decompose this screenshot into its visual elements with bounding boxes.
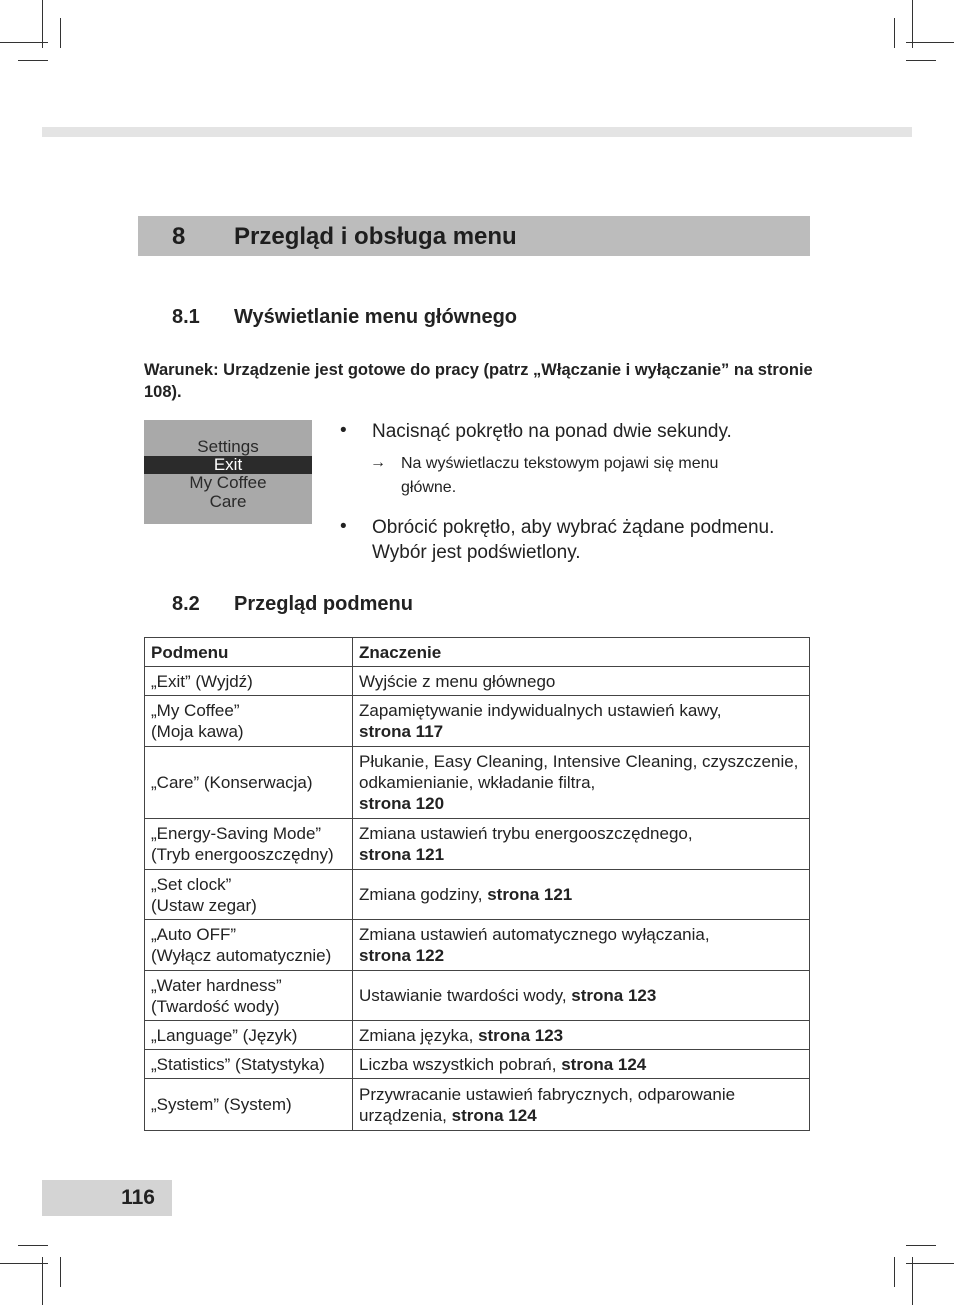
- crop-mark: [0, 42, 48, 43]
- crop-mark: [42, 0, 43, 48]
- meaning-cell: [353, 696, 810, 747]
- submenu-name: „Auto OFF”: [151, 925, 237, 944]
- meaning-cell: [353, 1050, 810, 1079]
- condition-text: Warunek: Urządzenie jest gotowe do pracy (patrz „Włączanie i wyłączanie” na stronie 108).: [144, 361, 813, 401]
- crop-mark: [60, 1257, 61, 1287]
- submenu-cell: [145, 920, 353, 971]
- page-reference: strona 121: [359, 845, 445, 864]
- submenu-cell: [145, 1021, 353, 1050]
- column-header: Podmenu: [145, 638, 353, 667]
- table-row: [145, 747, 810, 819]
- submenu-cell: [145, 870, 353, 920]
- crop-mark: [0, 1263, 48, 1264]
- submenu-translation: (Twardość wody): [151, 996, 280, 1016]
- page-reference: strona 124: [561, 1054, 647, 1074]
- meaning-text: Wyjście z menu głównego: [359, 671, 556, 691]
- display-item-selected: Exit: [144, 456, 312, 474]
- crop-mark: [42, 1257, 43, 1305]
- meaning-cell: [353, 870, 810, 920]
- submenu-table: [144, 637, 810, 1131]
- table-row: [145, 920, 810, 971]
- submenu-name: „Water hardness”: [151, 975, 282, 995]
- submenu-name: „System” (System): [151, 1095, 292, 1114]
- submenu-cell: [145, 1079, 353, 1131]
- submenu-translation: (Ustaw zegar): [151, 895, 257, 915]
- page-reference: strona 123: [571, 986, 657, 1005]
- page-reference: strona 122: [359, 946, 445, 965]
- crop-mark: [18, 1245, 48, 1246]
- meaning-text: Liczba wszystkich pobrań,: [359, 1054, 557, 1074]
- meaning-text: Przywracanie ustawień fabrycznych, odparowanie urządzenia,: [359, 1084, 736, 1125]
- page-number: 116: [121, 1186, 155, 1209]
- crop-mark: [906, 42, 954, 43]
- chapter-number: 8: [172, 223, 186, 250]
- submenu-cell: [145, 667, 353, 696]
- table-row: [145, 1050, 810, 1079]
- step-text: Obrócić pokrętło, aby wybrać żądane podmenu. Wybór jest podświetlony.: [372, 517, 775, 563]
- crop-mark: [894, 18, 895, 48]
- table-row: [145, 1021, 810, 1050]
- crop-mark: [912, 0, 913, 48]
- meaning-cell: [353, 819, 810, 870]
- crop-mark: [894, 1257, 895, 1287]
- submenu-translation: (Tryb energooszczędny): [151, 845, 334, 864]
- submenu-cell: [145, 971, 353, 1021]
- submenu-translation: (Wyłącz automatycznie): [151, 946, 332, 965]
- display-item: My Coffee: [189, 473, 267, 492]
- meaning-text: Zmiana ustawień trybu energooszczędnego,: [359, 824, 693, 843]
- meaning-text: Zmiana godziny,: [359, 885, 483, 904]
- submenu-name: „Statistics” (Statystyka): [151, 1054, 325, 1074]
- submenu-translation: (Moja kawa): [151, 722, 244, 741]
- column-header: Znaczenie: [353, 638, 810, 667]
- crop-mark: [912, 1257, 913, 1305]
- table-row: [145, 870, 810, 920]
- display-item: Settings: [197, 437, 259, 456]
- submenu-name: „Exit” (Wyjdź): [151, 671, 253, 691]
- meaning-cell: [353, 971, 810, 1021]
- page-reference: strona 117: [359, 722, 444, 741]
- section-number: 8.2: [172, 593, 200, 615]
- table-row: [145, 667, 810, 696]
- section-title: Przegląd podmenu: [234, 593, 413, 615]
- bullet: •: [340, 420, 347, 441]
- page-reference: strona 124: [451, 1105, 537, 1125]
- crop-mark: [906, 1245, 936, 1246]
- meaning-text: Zmiana języka,: [359, 1025, 474, 1045]
- table-row: [145, 1079, 810, 1131]
- crop-mark: [906, 1263, 954, 1264]
- meaning-cell: [353, 920, 810, 971]
- section-number: 8.1: [172, 306, 200, 328]
- submenu-cell: [145, 747, 353, 819]
- meaning-text: Zapamiętywanie indywidualnych ustawień kawy,: [359, 701, 722, 720]
- display-screen: [144, 420, 312, 524]
- display-item: Care: [209, 492, 247, 511]
- result-arrow-icon: →: [370, 454, 386, 471]
- bullet: •: [340, 516, 347, 537]
- submenu-cell: [145, 819, 353, 870]
- submenu-name: „Set clock”: [151, 874, 232, 894]
- table-row: [145, 971, 810, 1021]
- meaning-cell: [353, 1079, 810, 1131]
- submenu-name: „My Coffee”: [151, 701, 240, 720]
- meaning-cell: [353, 1021, 810, 1050]
- page-reference: strona 121: [487, 885, 573, 904]
- submenu-name: „Energy-Saving Mode”: [151, 824, 322, 843]
- submenu-cell: [145, 696, 353, 747]
- submenu-cell: [145, 1050, 353, 1079]
- submenu-name: „Language” (Język): [151, 1025, 298, 1045]
- crop-mark: [18, 60, 48, 61]
- result-text: Na wyświetlaczu tekstowym pojawi się menu główne.: [401, 455, 719, 496]
- meaning-text: Ustawianie twardości wody,: [359, 986, 567, 1005]
- meaning-cell: [353, 667, 810, 696]
- table-header-row: [145, 638, 810, 667]
- submenu-name: „Care” (Konserwacja): [151, 773, 313, 792]
- meaning-cell: [353, 747, 810, 819]
- chapter-title: Przegląd i obsługa menu: [234, 223, 517, 250]
- crop-mark: [906, 60, 936, 61]
- table-row: [145, 696, 810, 747]
- table-row: [145, 819, 810, 870]
- crop-mark: [60, 18, 61, 48]
- meaning-text: Zmiana ustawień automatycznego wyłączania,: [359, 925, 710, 944]
- page-reference: strona 120: [359, 794, 445, 813]
- section-title: Wyświetlanie menu głównego: [234, 306, 518, 328]
- header-rule: [42, 127, 912, 137]
- meaning-text: Płukanie, Easy Cleaning, Intensive Cleaning, czyszczenie, odkamienianie, wkładanie filtra,: [359, 752, 799, 792]
- step-text: Nacisnąć pokrętło na ponad dwie sekundy.: [372, 421, 732, 442]
- page-reference: strona 123: [478, 1025, 564, 1045]
